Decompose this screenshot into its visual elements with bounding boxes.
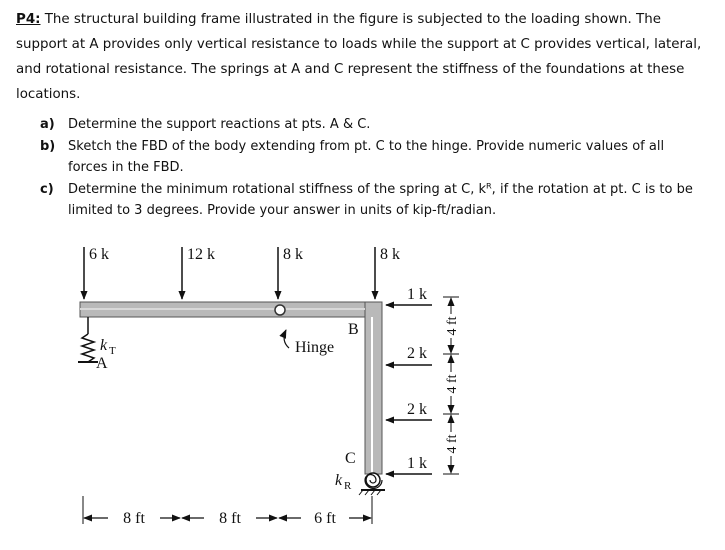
hinge-icon [275,305,285,315]
part-c-label: c) [40,181,54,197]
lateral-label-1k-bottom: 1 k [407,455,427,472]
part-a-label: a) [40,117,55,132]
point-c-label: C [345,450,356,467]
support-a-spring-icon [82,334,94,362]
point-b-label: B [348,321,359,338]
load-label-6k: 6 k [89,246,109,263]
part-c-text: Determine the minimum rotational stiffness of the spring at C, kᴿ, if the rotation at pt. C is to be limited to 3 degrees. Provide your answer in units of kip-ft/radian. [68,181,693,218]
dim-label-h2: 8 ft [219,510,241,527]
part-a-text: Determine the support reactions at pts. A & C. [68,117,371,132]
dim-label-v3: 4 ft [445,434,460,454]
load-label-8k-corner: 8 k [380,246,400,263]
lateral-label-2k-lower: 2 k [407,401,427,418]
dim-label-h1: 8 ft [123,510,145,527]
load-label-12k: 12 k [187,246,215,263]
point-a-label: A [96,355,108,372]
lateral-label-1k-top: 1 k [407,286,427,303]
dim-label-v1: 4 ft [445,316,460,336]
spring-kt-subscript: T [109,345,116,357]
spring-kr-label: k [335,472,343,489]
spring-kt-label: k [100,337,108,354]
spring-kr-subscript: R [344,480,352,492]
load-label-8k-hinge: 8 k [283,246,303,263]
part-b-label: b) [40,138,56,154]
part-b-text: Sketch the FBD of the body extending from pt. C to the hinge. Provide numeric values of all forces in the FBD. [68,138,665,175]
problem-text: The structural building frame illustrated in the figure is subjected to the loading shown. The support at A provides only vertical resistance to loads while the support at C provides vertical, lateral, and rotational resistance. The springs at A and C represent the stiffness of the foundations at these locations. [16,12,702,102]
dim-label-h3: 6 ft [314,510,336,527]
lateral-label-2k-upper: 2 k [407,345,427,362]
problem-label: P4: [16,12,41,27]
column-member [365,302,382,474]
hinge-label: Hinge [295,339,335,356]
dim-label-v2: 4 ft [445,374,460,394]
hinge-leader-icon [284,330,289,348]
